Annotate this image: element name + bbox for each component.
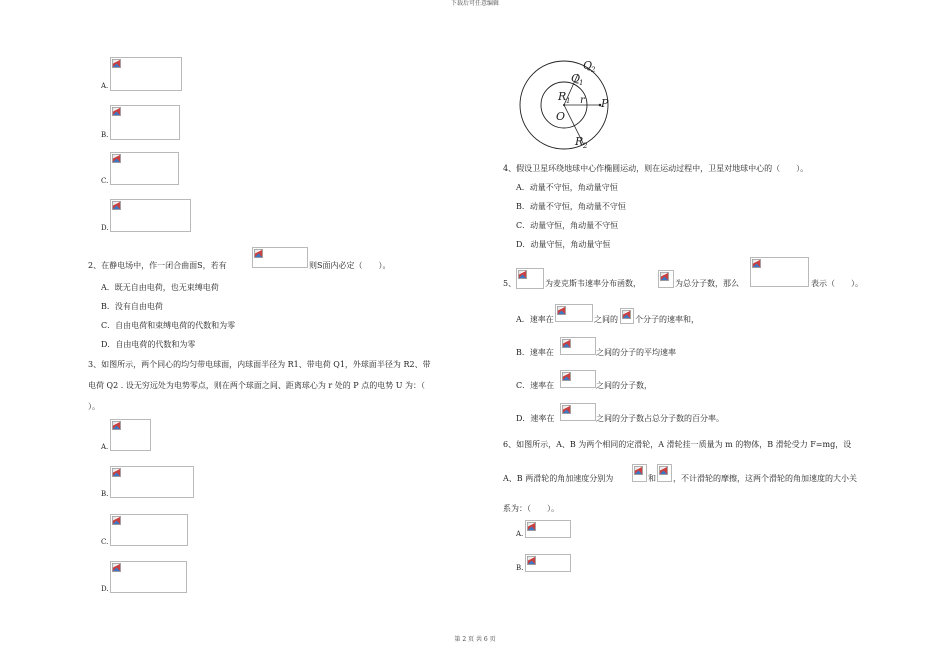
q4-option-b: B．动量不守恒，角动量不守恒 <box>516 202 626 211</box>
center-o-dot <box>563 104 565 106</box>
q5-option-a-suffix: 个分子的速率和， <box>635 315 699 324</box>
broken-image-icon <box>527 522 536 531</box>
q3-option-a-label: A. <box>101 443 109 451</box>
broken-image-icon <box>112 107 121 116</box>
q3-stem-line3: ）。 <box>88 402 100 411</box>
label-p: P <box>601 97 609 110</box>
broken-image-icon <box>254 249 263 258</box>
broken-image-icon <box>112 468 121 477</box>
broken-image-icon <box>112 421 121 430</box>
q1-option-c-image <box>110 152 179 185</box>
q1-option-d-label: D. <box>101 224 109 232</box>
label-o: O <box>556 110 566 123</box>
broken-image-icon <box>562 372 571 381</box>
broken-image-icon <box>557 306 566 315</box>
q5-option-b-suffix: 之间的分子的平均速率 <box>596 348 676 357</box>
q6-option-a-image <box>525 520 571 538</box>
page-footer: 第 2 页 共 6 页 <box>454 636 496 643</box>
broken-image-icon <box>527 556 536 565</box>
q4-option-d: D．动量守恒，角动量守恒 <box>516 240 611 249</box>
q1-option-b-image <box>110 105 180 140</box>
q3-option-c-label: C. <box>101 538 109 546</box>
q5-option-d-range-image <box>560 403 596 421</box>
q5-n-image <box>658 270 674 288</box>
q2-formula-image <box>252 247 308 268</box>
q4-option-a: A．动量不守恒，角动量守恒 <box>516 183 618 192</box>
q6-stem-line2-and: 和 <box>648 474 656 483</box>
q2-option-b: B．没有自由电荷 <box>101 302 163 311</box>
broken-image-icon <box>562 405 571 414</box>
q5-prefix: 5、 <box>503 279 517 288</box>
label-q2-sub: 2 <box>591 66 596 74</box>
q5-option-b-prefix: B．速率在 <box>516 348 554 357</box>
q5-option-c-range-image <box>560 370 596 388</box>
q3-option-d-label: D. <box>101 585 109 593</box>
q2-stem-prefix: 2、在静电场中，作一闭合曲面S，若有 <box>88 261 227 270</box>
q2-option-a: A．既无自由电荷，也无束缚电荷 <box>101 283 219 292</box>
q5-option-d-prefix: D．速率在 <box>516 414 555 423</box>
q5-option-a-count-image <box>620 308 634 324</box>
q6-beta-b-image <box>657 464 672 482</box>
q5-option-a-range-image <box>555 304 593 322</box>
broken-image-icon <box>112 201 121 210</box>
q3-option-b-label: B. <box>101 490 109 498</box>
q6-option-b-image <box>525 554 571 572</box>
broken-image-icon <box>634 466 643 475</box>
q5-option-a-mid: 之间的 <box>594 315 618 324</box>
broken-image-icon <box>518 270 527 279</box>
q6-beta-a-image <box>632 464 647 482</box>
q6-stem-line1: 6、如图所示，A、B 为两个相同的定滑轮，A 滑轮挂一质量为 m 的物体，B 滑轮受力 F=mg，设 <box>503 440 852 449</box>
broken-image-icon <box>112 59 121 68</box>
broken-image-icon <box>752 259 761 268</box>
concentric-spheres-figure <box>512 56 622 156</box>
q5-suffix: 表示（ ）。 <box>811 279 863 288</box>
q6-stem-line2-prefix: A、B 两滑轮的角加速度分别为 <box>503 474 614 483</box>
q5-option-d-suffix: 之间的分子数占总分子数的百分率。 <box>596 414 724 423</box>
q2-option-d: D．自由电荷的代数和为零 <box>101 340 196 349</box>
q1-option-a-image <box>110 57 182 91</box>
q5-mid2: 为总分子数，那么 <box>675 279 739 288</box>
broken-image-icon <box>622 310 631 319</box>
q3-stem-line2: 电荷 Q2 . 设无穷远处为电势零点，则在两个球面之间、距离球心为 r 处的 P 点的电势 U 为：（ <box>88 381 426 390</box>
page-header: 下载后可任意编辑 <box>450 0 499 7</box>
q5-f-v-image <box>516 268 544 289</box>
q5-option-c-prefix: C．速率在 <box>516 381 555 390</box>
q3-stem-line1: 3、如图所示，两个同心的均匀带电球面，内球面半径为 R1、带电荷 Q1，外球面半径为 R2、带 <box>88 360 431 369</box>
broken-image-icon <box>660 272 669 281</box>
broken-image-icon <box>659 466 668 475</box>
label-r1: R <box>558 90 567 103</box>
q6-option-a-label: A. <box>516 530 524 538</box>
q1-option-d-image <box>110 199 191 232</box>
q6-stem-line3: 系为：（ ）。 <box>503 504 559 513</box>
q5-option-c-suffix: 之间的分子数， <box>596 381 652 390</box>
q3-option-d-image <box>110 561 187 593</box>
label-r2-sub: 2 <box>583 142 588 150</box>
label-r1-sub: 1 <box>566 97 571 105</box>
q3-option-c-image <box>110 514 188 546</box>
q2-option-c: C．自由电荷和束缚电荷的代数和为零 <box>101 321 236 330</box>
label-q1-sub: 1 <box>579 79 584 87</box>
q3-option-a-image <box>110 419 151 451</box>
q5-mid1: 为麦克斯韦速率分布函数， <box>545 279 641 288</box>
broken-image-icon <box>112 563 121 572</box>
q4-option-c: C．动量守恒，角动量不守恒 <box>516 221 619 230</box>
q5-option-b-range-image <box>560 337 596 355</box>
q5-option-a-prefix: A．速率在 <box>516 315 554 324</box>
label-r2: R <box>575 135 584 148</box>
q6-option-b-label: B. <box>516 564 524 572</box>
q1-option-a-label: A. <box>101 82 109 90</box>
broken-image-icon <box>112 516 121 525</box>
q5-expression-image <box>750 257 809 287</box>
q1-option-b-label: B. <box>101 131 109 139</box>
q1-option-c-label: C. <box>101 177 109 185</box>
broken-image-icon <box>112 154 121 163</box>
q2-stem-suffix: 则S面内必定（ ）。 <box>309 261 391 270</box>
q6-stem-line2-suffix: ，不计滑轮的摩擦，这两个滑轮的角加速度的大小关 <box>673 474 857 483</box>
label-r: r <box>580 95 585 106</box>
label-q1: Q <box>571 72 581 85</box>
broken-image-icon <box>562 339 571 348</box>
q3-option-b-image <box>110 466 194 498</box>
q4-stem: 4、假设卫星环绕地球中心作椭圆运动，则在运动过程中，卫星对地球中心的（ ）。 <box>503 164 809 173</box>
label-q2: Q <box>583 59 593 72</box>
